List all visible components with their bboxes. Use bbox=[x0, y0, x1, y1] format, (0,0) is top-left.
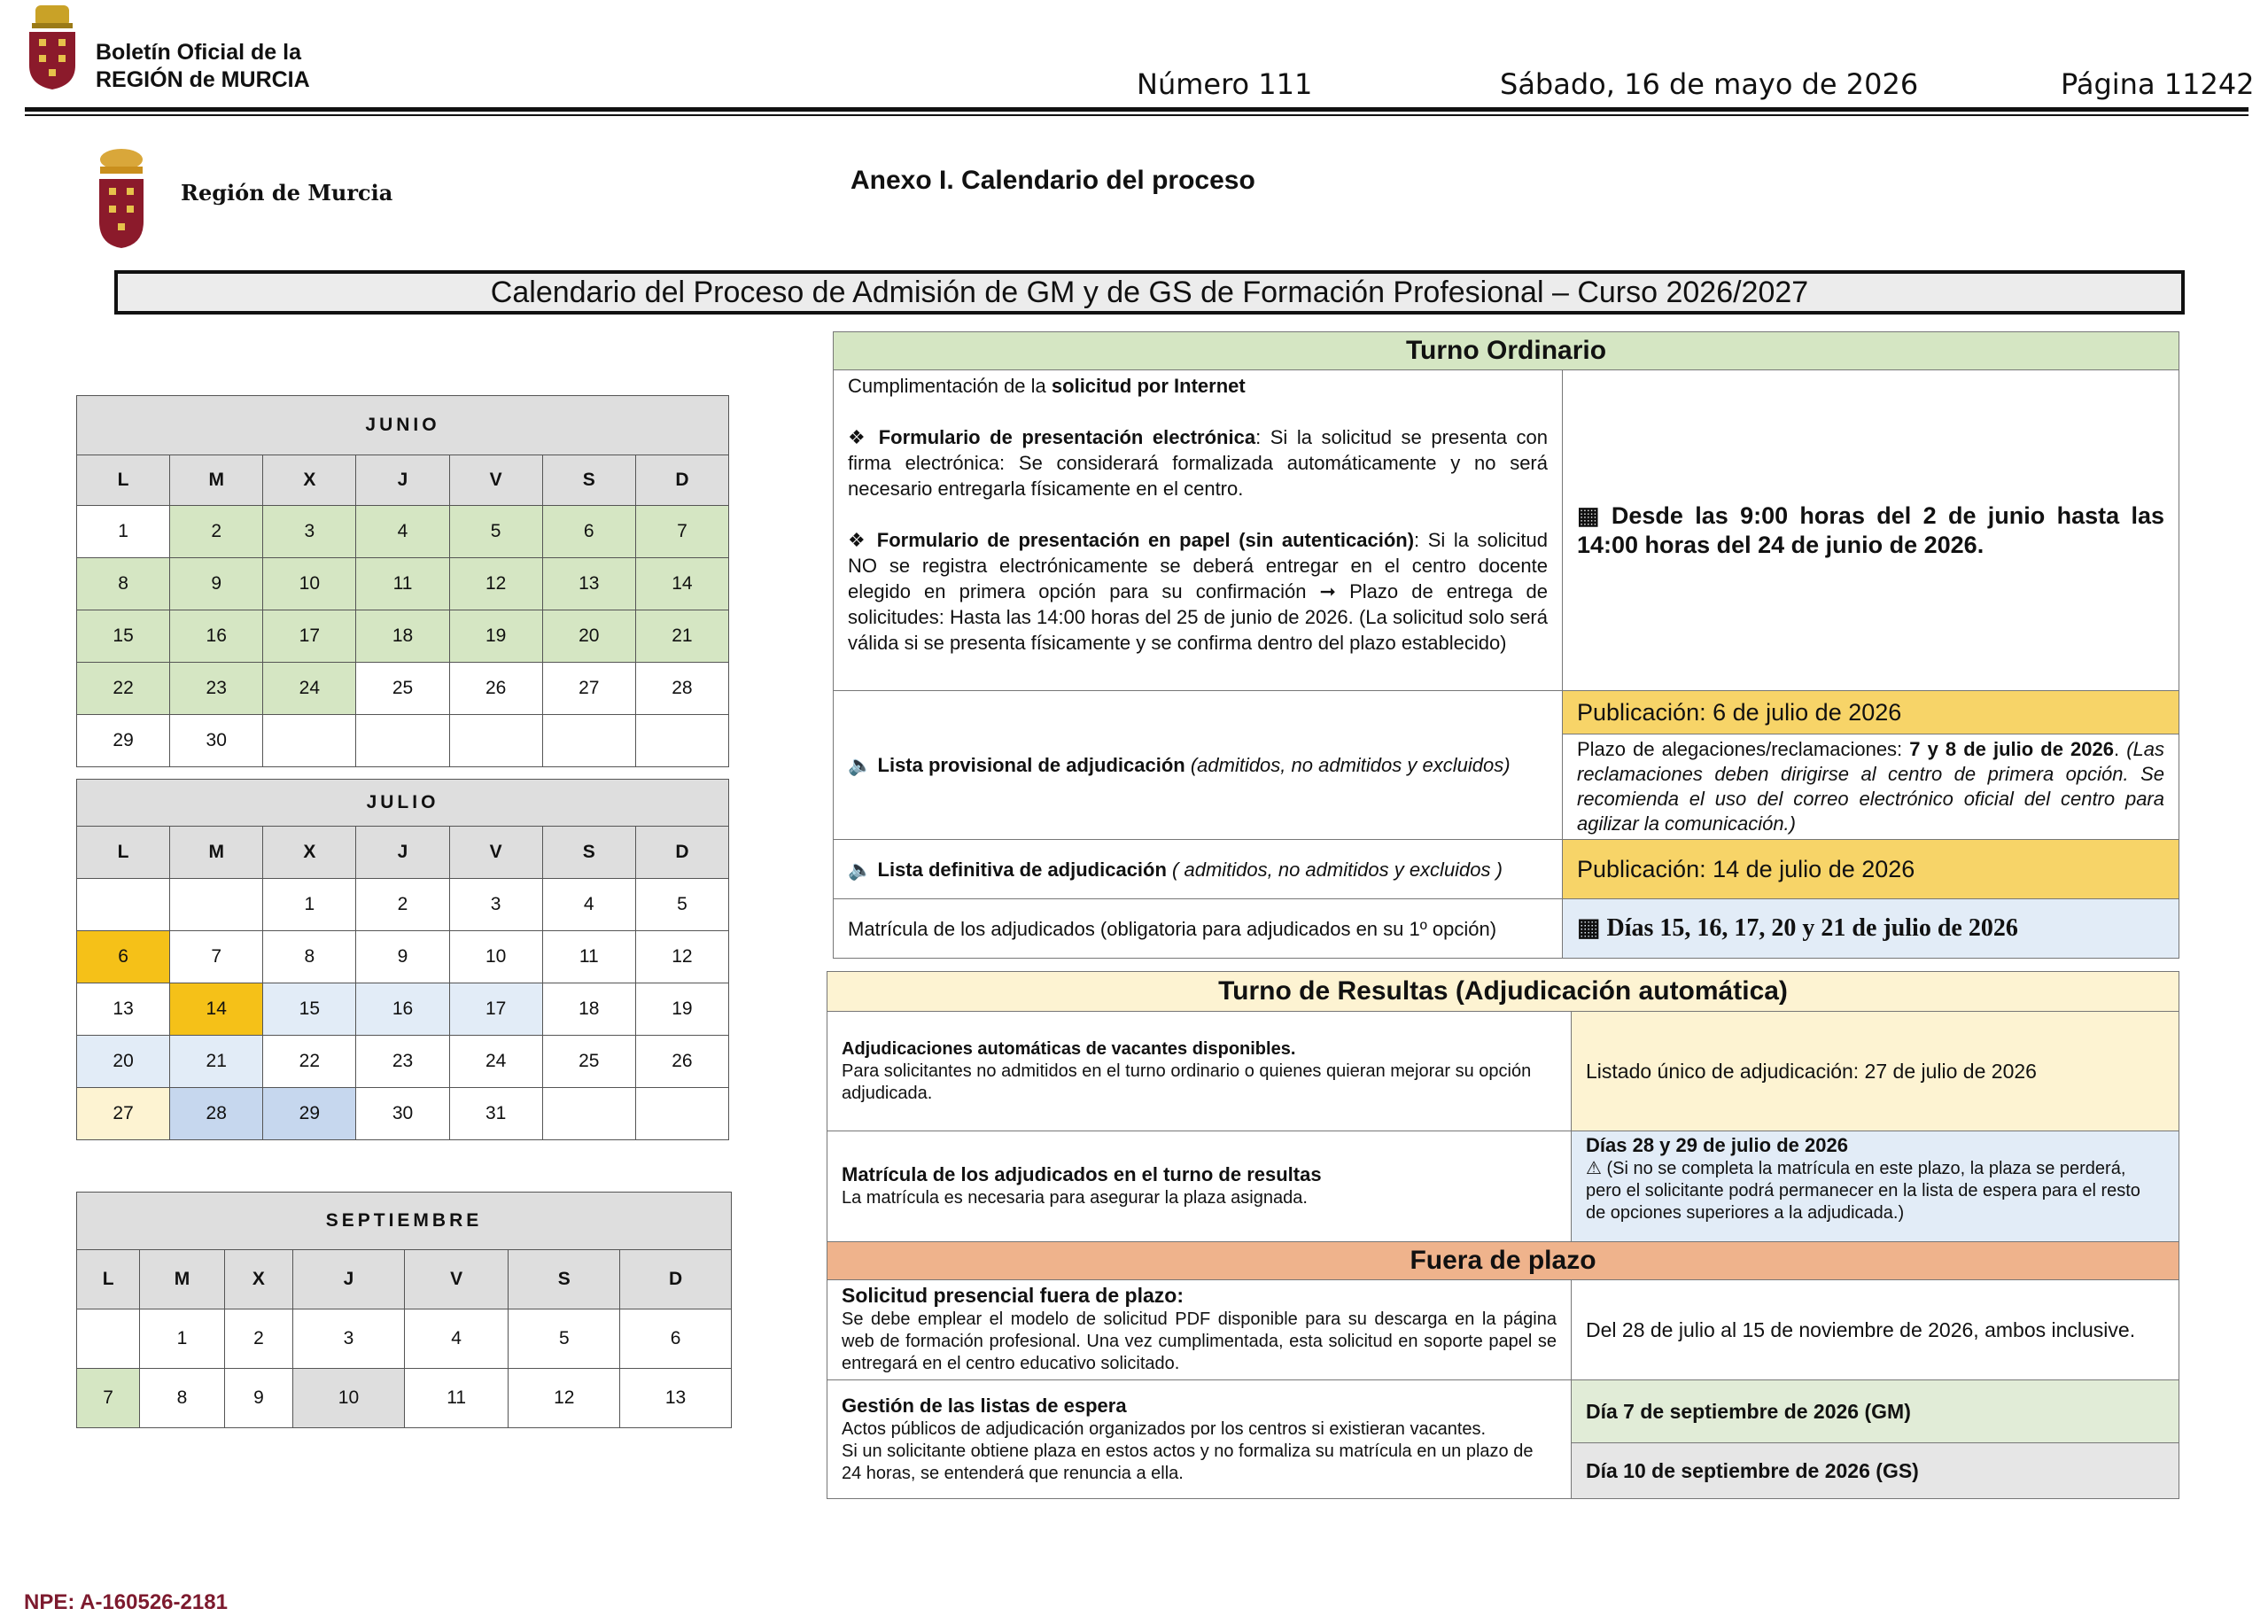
day-cell: 24 bbox=[449, 1036, 542, 1088]
header-rule bbox=[25, 107, 2249, 112]
adjudicaciones-date: Listado único de adjudicación: 27 de julio de 2026 bbox=[1572, 1012, 2179, 1131]
day-cell: 28 bbox=[635, 663, 728, 715]
bulletin-title bbox=[96, 39, 310, 94]
listas-espera-label: Gestión de las listas de espera bbox=[842, 1394, 1127, 1417]
form-electronico-text: : Si la solicitud se presenta con firma electrónica: Se considerará formalizada automáticamente y no será necesario entregarla físicamente en el centro. bbox=[848, 426, 1548, 500]
turno-resultas-title: Turno de Resultas (Adjudicación automática) bbox=[827, 972, 2179, 1012]
day-cell bbox=[170, 879, 263, 931]
matricula-cell: Matrícula de los adjudicados (obligatoria para adjudicados en su 1º opción) bbox=[834, 899, 1563, 959]
speaker-icon: 🔈 bbox=[848, 754, 878, 776]
turno-ordinario-title: Turno Ordinario bbox=[834, 332, 2179, 370]
definitiva-pub-cell bbox=[1563, 840, 2179, 899]
day-cell bbox=[263, 715, 356, 767]
provisional-cell bbox=[834, 691, 1563, 840]
adjudicaciones-label: Adjudicaciones automáticas de vacantes disponibles. bbox=[842, 1038, 1296, 1059]
region-name: Región de Murcia bbox=[181, 180, 393, 206]
day-cell: 13 bbox=[542, 558, 635, 610]
weekday-header: D bbox=[620, 1250, 732, 1309]
month-name: SEPTIEMBRE bbox=[77, 1193, 732, 1250]
diamond-bullet-icon: ❖ bbox=[848, 529, 877, 551]
form-papel-text: : Si la solicitud NO se registra electrónicamente se deberá entregar en el centro docente elegido en primera opción para su confirmación ➞ Plazo de entrega de solicitudes: Hasta las 14:00 horas del 25 de junio de 2026. (La solicitud solo será válida si se presenta físicamente y se confirma dentro del plazo establecido) bbox=[848, 529, 1549, 654]
day-cell: 12 bbox=[509, 1369, 620, 1428]
day-cell: 2 bbox=[356, 879, 449, 931]
day-cell: 11 bbox=[542, 931, 635, 983]
day-cell: 26 bbox=[635, 1036, 728, 1088]
weekday-header: J bbox=[293, 1250, 405, 1309]
day-cell: 7 bbox=[170, 931, 263, 983]
fuera-plazo-title: Fuera de plazo bbox=[827, 1242, 2179, 1280]
weekday-header: S bbox=[509, 1250, 620, 1309]
form-electronico-label: Formulario de presentación electrónica bbox=[878, 426, 1256, 448]
turno-ordinario-table bbox=[833, 331, 2179, 959]
day-cell: 9 bbox=[356, 931, 449, 983]
weekday-header: V bbox=[404, 1250, 509, 1309]
day-cell: 7 bbox=[77, 1369, 140, 1428]
day-cell bbox=[542, 1088, 635, 1140]
calendar-icon: ▦ bbox=[1577, 501, 1612, 529]
header-rule-thin bbox=[25, 114, 2249, 116]
turno-resultas-table bbox=[827, 971, 2179, 1499]
day-cell: 10 bbox=[263, 558, 356, 610]
weekday-header: X bbox=[263, 827, 356, 879]
day-cell: 25 bbox=[542, 1036, 635, 1088]
listas-espera-text2: Si un solicitante obtiene plaza en estos actos y no formaliza su matrícula en un plazo de 24 horas, se entenderá que renuncia a ella. bbox=[842, 1441, 1534, 1483]
day-cell: 25 bbox=[356, 663, 449, 715]
matricula-dias: Días 15, 16, 17, 20 y 21 de julio de 2026 bbox=[1606, 914, 2018, 942]
day-cell: 4 bbox=[542, 879, 635, 931]
month-name: JULIO bbox=[77, 780, 729, 827]
alegaciones-label: Plazo de alegaciones/reclamaciones: bbox=[1577, 738, 1910, 760]
issue-number: Número 111 bbox=[1137, 67, 1313, 101]
solicitud-plazo: Desde las 9:00 horas del 2 de junio hasta las 14:00 horas del 24 de junio de 2026. bbox=[1577, 501, 2165, 558]
day-cell: 15 bbox=[77, 610, 170, 663]
day-cell: 3 bbox=[263, 506, 356, 558]
day-cell: 24 bbox=[263, 663, 356, 715]
definitiva-pub-date: 14 de julio de 2026 bbox=[1713, 856, 1915, 882]
weekday-header: L bbox=[77, 455, 170, 506]
day-cell bbox=[356, 715, 449, 767]
listas-espera-text1: Actos públicos de adjudicación organizados por los centros si existieran vacantes. bbox=[842, 1418, 1487, 1439]
speaker-icon: 🔈 bbox=[848, 858, 878, 881]
provisional-pub-label: Publicación: bbox=[1577, 699, 1713, 726]
day-cell: 13 bbox=[77, 983, 170, 1036]
bulletin-title-line2: REGIÓN de MURCIA bbox=[96, 67, 310, 92]
month-name: JUNIO bbox=[77, 396, 729, 455]
day-cell: 1 bbox=[140, 1309, 224, 1369]
weekday-header: X bbox=[224, 1250, 292, 1309]
day-cell: 10 bbox=[449, 931, 542, 983]
day-cell: 1 bbox=[77, 506, 170, 558]
provisional-pub-cell bbox=[1563, 691, 2179, 734]
matricula-resultas-date: Días 28 y 29 de julio de 2026 bbox=[1586, 1134, 1848, 1156]
calendar-septiembre bbox=[76, 1192, 732, 1428]
day-cell: 5 bbox=[635, 879, 728, 931]
matricula-resultas-text: La matrícula es necesaria para asegurar la plaza asignada. bbox=[842, 1188, 1308, 1208]
provisional-pub-date: 6 de julio de 2026 bbox=[1713, 699, 1902, 726]
day-cell bbox=[635, 1088, 728, 1140]
weekday-header: M bbox=[140, 1250, 224, 1309]
weekday-header: M bbox=[170, 455, 263, 506]
day-cell: 30 bbox=[170, 715, 263, 767]
weekday-header: X bbox=[263, 455, 356, 506]
day-cell: 5 bbox=[449, 506, 542, 558]
day-cell: 30 bbox=[356, 1088, 449, 1140]
day-cell: 29 bbox=[77, 715, 170, 767]
day-cell: 18 bbox=[542, 983, 635, 1036]
day-cell: 2 bbox=[170, 506, 263, 558]
day-cell bbox=[542, 715, 635, 767]
day-cell: 31 bbox=[449, 1088, 542, 1140]
day-cell bbox=[449, 715, 542, 767]
annex-title: Anexo I. Calendario del proceso bbox=[850, 166, 1255, 195]
solicitud-intro-bold: solicitud por Internet bbox=[1051, 375, 1246, 397]
provisional-note: (admitidos, no admitidos y excluidos) bbox=[1184, 754, 1511, 776]
day-cell: 8 bbox=[77, 558, 170, 610]
day-cell: 23 bbox=[356, 1036, 449, 1088]
alegaciones-cell: Plazo de alegaciones/reclamaciones: 7 y 8 de julio de 2026. (Las reclamaciones deben dirigirse al centro de primera opción. Se recomienda el uso del correo electrónico oficial del centro para agilizar la comunicación.) bbox=[1563, 734, 2179, 840]
day-cell: 19 bbox=[635, 983, 728, 1036]
day-cell: 18 bbox=[356, 610, 449, 663]
warning-icon: ⚠ bbox=[1586, 1159, 1607, 1178]
provisional-label: Lista provisional de adjudicación bbox=[877, 754, 1185, 776]
day-cell: 28 bbox=[170, 1088, 263, 1140]
calendar-julio bbox=[76, 779, 729, 1140]
definitiva-label: Lista definitiva de adjudicación bbox=[877, 858, 1167, 881]
day-cell: 13 bbox=[620, 1369, 732, 1428]
day-cell: 8 bbox=[140, 1369, 224, 1428]
alegaciones-note: (Las reclamaciones deben dirigirse al centro de primera opción. Se recomienda el uso del correo electrónico oficial del centro para agilizar la comunicación.) bbox=[1577, 738, 2164, 835]
weekday-header: J bbox=[356, 827, 449, 879]
day-cell: 23 bbox=[170, 663, 263, 715]
day-cell: 9 bbox=[224, 1369, 292, 1428]
day-cell: 6 bbox=[77, 931, 170, 983]
weekday-header: V bbox=[449, 827, 542, 879]
day-cell: 10 bbox=[293, 1369, 405, 1428]
day-cell: 6 bbox=[620, 1309, 732, 1369]
day-cell: 27 bbox=[77, 1088, 170, 1140]
day-cell: 16 bbox=[356, 983, 449, 1036]
matricula-resultas-label: Matrícula de los adjudicados en el turno de resultas bbox=[842, 1163, 1322, 1185]
day-cell: 1 bbox=[263, 879, 356, 931]
day-cell bbox=[77, 1309, 140, 1369]
weekday-header: D bbox=[635, 827, 728, 879]
weekday-header: M bbox=[170, 827, 263, 879]
solicitud-cell bbox=[834, 370, 1563, 691]
adjudicaciones-text: Para solicitantes no admitidos en el turno ordinario o quienes quieran mejorar su opción adjudicada. bbox=[842, 1061, 1532, 1103]
day-cell bbox=[635, 715, 728, 767]
day-cell: 20 bbox=[77, 1036, 170, 1088]
solicitud-plazo-cell bbox=[1563, 370, 2179, 691]
form-papel-label: Formulario de presentación en papel (sin autenticación) bbox=[876, 529, 1415, 551]
day-cell: 26 bbox=[449, 663, 542, 715]
listas-espera-cell bbox=[827, 1380, 1572, 1499]
solicitud-intro: Cumplimentación de la bbox=[848, 375, 1052, 397]
calendar-banner: Calendario del Proceso de Admisión de GM y de GS de Formación Profesional – Curso 2026/2027 bbox=[114, 270, 2185, 315]
day-cell: 21 bbox=[170, 1036, 263, 1088]
day-cell: 12 bbox=[635, 931, 728, 983]
solicitud-fuera-cell bbox=[827, 1280, 1572, 1380]
calendar-junio bbox=[76, 395, 729, 767]
day-cell: 22 bbox=[263, 1036, 356, 1088]
day-cell: 19 bbox=[449, 610, 542, 663]
day-cell: 5 bbox=[509, 1309, 620, 1369]
matricula-dias-cell bbox=[1563, 899, 2179, 959]
page-number: Página 11242 bbox=[2061, 67, 2255, 101]
definitiva-pub-label: Publicación: bbox=[1577, 856, 1713, 882]
matricula-resultas-date-cell bbox=[1572, 1131, 2179, 1242]
day-cell: 11 bbox=[404, 1369, 509, 1428]
day-cell: 17 bbox=[263, 610, 356, 663]
day-cell: 4 bbox=[404, 1309, 509, 1369]
diamond-bullet-icon: ❖ bbox=[848, 426, 879, 448]
matricula-resultas-warning: (Si no se completa la matrícula en este plazo, la plaza se perderá, pero el solicitante podrá permanecer en la lista de espera para el resto de opciones superiores a la adjudicada.) bbox=[1586, 1159, 2140, 1223]
day-cell: 16 bbox=[170, 610, 263, 663]
day-cell: 3 bbox=[293, 1309, 405, 1369]
listas-espera-gm: Día 7 de septiembre de 2026 (GM) bbox=[1572, 1380, 2179, 1443]
listas-espera-gs: Día 10 de septiembre de 2026 (GS) bbox=[1572, 1443, 2179, 1499]
weekday-header: S bbox=[542, 827, 635, 879]
day-cell: 20 bbox=[542, 610, 635, 663]
day-cell bbox=[77, 879, 170, 931]
weekday-header: L bbox=[77, 827, 170, 879]
weekday-header: D bbox=[635, 455, 728, 506]
day-cell: 12 bbox=[449, 558, 542, 610]
day-cell: 6 bbox=[542, 506, 635, 558]
day-cell: 4 bbox=[356, 506, 449, 558]
weekday-header: S bbox=[542, 455, 635, 506]
solicitud-fuera-date: Del 28 de julio al 15 de noviembre de 2026, ambos inclusive. bbox=[1572, 1280, 2179, 1380]
day-cell: 8 bbox=[263, 931, 356, 983]
day-cell: 21 bbox=[635, 610, 728, 663]
weekday-header: V bbox=[449, 455, 542, 506]
day-cell: 11 bbox=[356, 558, 449, 610]
region-crest-icon bbox=[96, 147, 147, 250]
bulletin-title-line1: Boletín Oficial de la bbox=[96, 40, 301, 65]
day-cell: 2 bbox=[224, 1309, 292, 1369]
solicitud-fuera-label: Solicitud presencial fuera de plazo: bbox=[842, 1284, 1184, 1307]
day-cell: 9 bbox=[170, 558, 263, 610]
matricula-resultas-cell bbox=[827, 1131, 1572, 1242]
npe-code: NPE: A-160526-2181 bbox=[24, 1590, 228, 1614]
day-cell: 7 bbox=[635, 506, 728, 558]
issue-date: Sábado, 16 de mayo de 2026 bbox=[1500, 67, 1919, 101]
definitiva-note: ( admitidos, no admitidos y excluidos ) bbox=[1166, 858, 1503, 881]
calendar-icon: ▦ bbox=[1577, 914, 1607, 942]
weekday-header: L bbox=[77, 1250, 140, 1309]
day-cell: 22 bbox=[77, 663, 170, 715]
day-cell: 14 bbox=[170, 983, 263, 1036]
day-cell: 14 bbox=[635, 558, 728, 610]
solicitud-fuera-text: Se debe emplear el modelo de solicitud PDF disponible para su descarga en la página web de formación profesional. Una vez cumplimentada, esta solicitud en soporte papel se entregará en el centro educativo solicitado. bbox=[842, 1309, 1557, 1373]
weekday-header: J bbox=[356, 455, 449, 506]
adjudicaciones-cell bbox=[827, 1012, 1572, 1131]
day-cell: 27 bbox=[542, 663, 635, 715]
day-cell: 17 bbox=[449, 983, 542, 1036]
day-cell: 15 bbox=[263, 983, 356, 1036]
definitiva-cell bbox=[834, 840, 1563, 899]
day-cell: 29 bbox=[263, 1088, 356, 1140]
alegaciones-dates: 7 y 8 de julio de 2026 bbox=[1909, 738, 2114, 760]
day-cell: 3 bbox=[449, 879, 542, 931]
crest-icon bbox=[27, 4, 78, 90]
